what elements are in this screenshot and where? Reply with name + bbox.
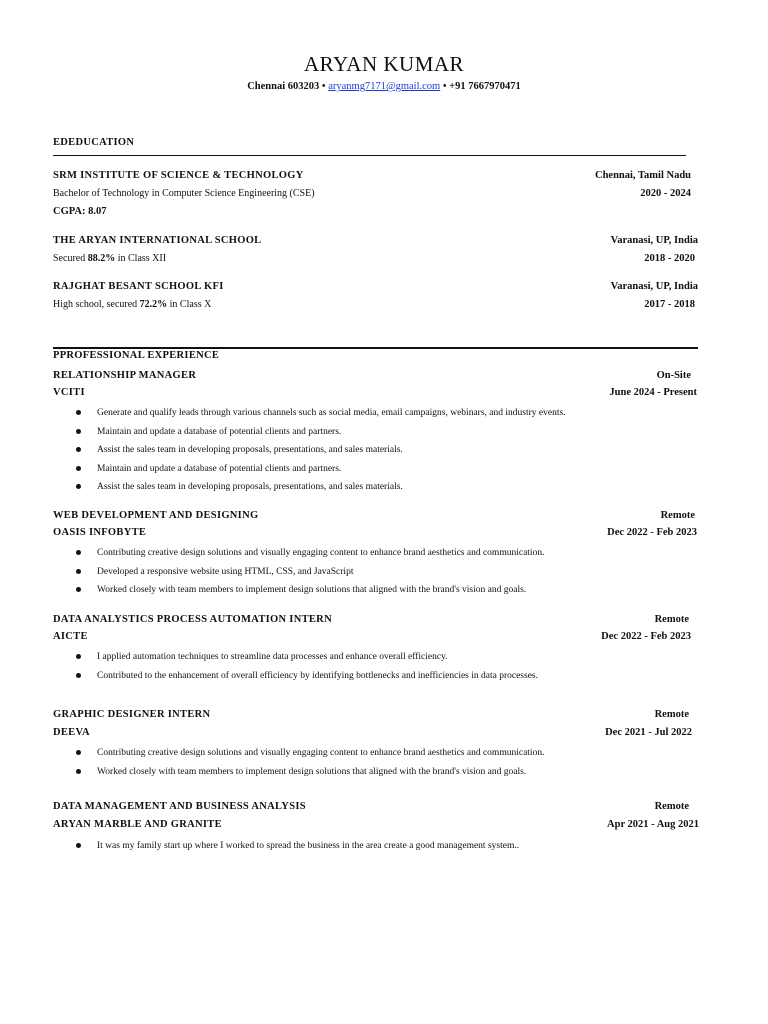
job-mode: Remote [654,614,689,625]
list-item: Developed a responsive website using HTML, CSS, and JavaScript [53,563,713,582]
job-role: DATA MANAGEMENT AND BUSINESS ANALYSIS [53,801,306,812]
job-role: WEB DEVELOPMENT AND DESIGNING [53,510,259,521]
list-item: It was my family start up where I worked to spread the business in the area create a good management system.. [53,837,713,856]
separator: • [321,81,326,92]
job-mode: On-Site [656,370,691,381]
email-link[interactable]: aryanmg7171@gmail.com [328,81,441,92]
institution-name: SRM INSTITUTE OF SCIENCE & TECHNOLOGY [53,170,304,181]
job-title-row [53,510,695,526]
list-item: Contributed to the enhancement of overall efficiency by identifying bottlenecks and inefficiencies in data processes. [53,667,713,686]
education-detail [53,299,695,315]
list-item: Worked closely with team members to implement design solutions that aligned with the brand's vision and goals. [53,581,713,600]
job-title-row [53,709,689,725]
education-heading: EDEDUCATION [53,137,135,148]
degree-text: Bachelor of Technology in Computer Science Engineering (CSE) [53,188,315,199]
job-dates: Dec 2022 - Feb 2023 [607,527,697,538]
score-value: 88.2% [87,253,116,264]
score-text [53,253,166,264]
list-item: Assist the sales team in developing proposals, presentations, and sales materials. [53,478,713,497]
job-company: AICTE [53,631,88,642]
job-title-row [53,370,691,386]
list-item: Maintain and update a database of potential clients and partners. [53,423,713,442]
section-divider [53,155,686,156]
job-dates: Dec 2021 - Jul 2022 [605,727,692,738]
separator: • [442,81,447,92]
education-dates: 2020 - 2024 [640,188,691,199]
list-item: I applied automation techniques to streamline data processes and enhance overall efficiency. [53,648,713,667]
cgpa-text: CGPA: 8.07 [53,206,107,217]
candidate-name: ARYAN KUMAR [303,52,465,76]
job-mode: Remote [654,709,689,720]
job-bullets [53,544,713,600]
score-value: 72.2% [139,299,168,310]
education-detail [53,188,691,204]
experience-heading: PPROFESSIONAL EXPERIENCE [53,350,220,361]
job-dates: Dec 2022 - Feb 2023 [601,631,691,642]
job-title-row [53,801,689,817]
list-item: Contributing creative design solutions and visually engaging content to enhance brand aesthetics and communication. [53,744,713,763]
job-bullets [53,744,713,781]
list-item: Assist the sales team in developing proposals, presentations, and sales materials. [53,441,713,460]
job-company: DEEVA [53,727,90,738]
job-company: OASIS INFOBYTE [53,527,147,538]
cgpa-row [53,206,699,222]
location-text: Chennai 603203 [247,81,320,92]
institution-location: Varanasi, UP, India [610,235,698,246]
institution-location: Varanasi, UP, India [610,281,698,292]
job-company: ARYAN MARBLE AND GRANITE [53,819,222,830]
institution-name: RAJGHAT BESANT SCHOOL KFI [53,281,224,292]
list-item: Contributing creative design solutions and visually engaging content to enhance brand aesthetics and communication. [53,544,713,563]
job-title-row [53,614,689,630]
score-prefix: Secured [53,253,88,264]
institution-location: Chennai, Tamil Nadu [595,170,691,181]
section-divider [53,347,698,349]
institution-name: THE ARYAN INTERNATIONAL SCHOOL [53,235,262,246]
job-company-row [53,527,697,543]
education-entry-rajghat [53,281,698,297]
job-bullets [53,404,713,497]
score-suffix: in Class X [167,299,212,310]
score-text [53,299,211,310]
score-suffix: in Class XII [115,253,167,264]
job-bullets [53,648,713,685]
job-company-row [53,819,699,835]
contact-line [0,81,768,92]
job-company-row [53,727,692,743]
job-role: GRAPHIC DESIGNER INTERN [53,709,211,720]
job-mode: Remote [654,801,689,812]
job-role: DATA ANALYSTICS PROCESS AUTOMATION INTERN [53,614,332,625]
education-entry-aryan [53,235,698,251]
list-item: Maintain and update a database of potential clients and partners. [53,460,713,479]
job-role: RELATIONSHIP MANAGER [53,370,197,381]
score-prefix: High school, secured [53,299,140,310]
job-dates: Apr 2021 - Aug 2021 [607,819,699,830]
education-dates: 2018 - 2020 [644,253,695,264]
list-item: Generate and qualify leads through various channels such as social media, email campaigns, webinars, and industry events. [53,404,713,423]
job-dates: June 2024 - Present [609,387,697,398]
job-company-row [53,631,691,647]
job-mode: Remote [660,510,695,521]
list-item: Worked closely with team members to implement design solutions that aligned with the brand's vision and goals. [53,763,713,782]
phone-text: +91 7667970471 [449,81,521,92]
job-bullets [53,837,713,856]
education-detail [53,253,695,269]
education-entry-srm [53,170,691,186]
job-company: VCITI [53,387,85,398]
job-company-row [53,387,697,403]
education-dates: 2017 - 2018 [644,299,695,310]
